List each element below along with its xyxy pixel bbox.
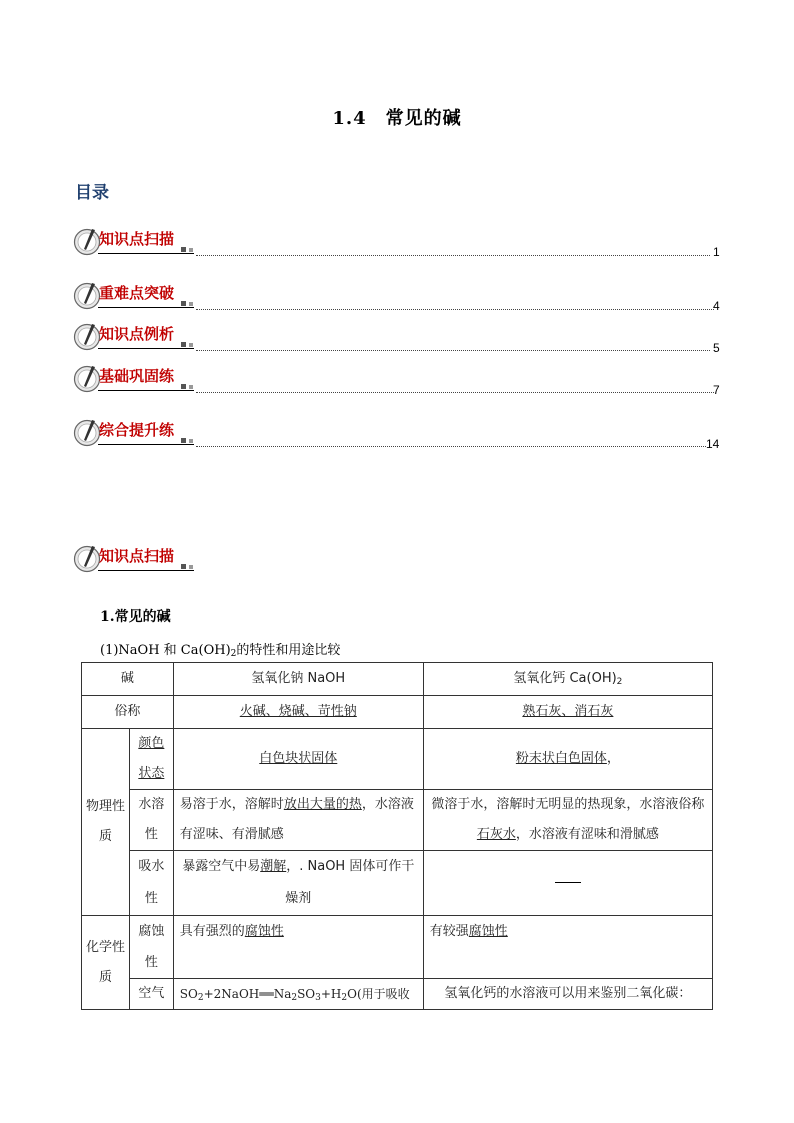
toc-item-label: 知识点例析 [99, 325, 175, 343]
toc-badge-difficult-points[interactable] [72, 280, 196, 312]
section-heading: 1.常见的碱 [100, 609, 171, 625]
table-cell: 火碱、烧碱、苛性钠 [173, 696, 423, 729]
table-cell: 俗称 [82, 696, 174, 729]
table-row [82, 663, 713, 696]
toc-item-label: 基础巩固练 [99, 367, 175, 385]
table-cell: 吸水性 [129, 851, 173, 916]
toc-page-number: 5 [713, 341, 720, 355]
table-cell: 水溶性 [129, 790, 173, 851]
table-cell: 氢氧化钙 $Ca(OH)_2$ [423, 663, 712, 696]
toc-page-number: 14 [706, 437, 720, 451]
table-row [82, 790, 713, 851]
table-cell: 暴露空气中易潮解，. NaOH 固体可作干燥剂 [173, 851, 423, 916]
table-cell: 熟石灰、消石灰 [423, 696, 712, 729]
toc-page-number: 7 [713, 383, 720, 397]
table-cell: 碱 [82, 663, 174, 696]
empty-dash [555, 882, 581, 883]
toc-leader [196, 350, 710, 351]
table-cell: 空气 [129, 979, 173, 1010]
table-cell: 氢氧化钠 NaOH [173, 663, 423, 696]
toc-leader [196, 255, 710, 256]
table-row [82, 729, 713, 790]
section-subheading: (1)NaOH 和 $Ca(OH)_2$的特性和用途比较 [100, 643, 341, 659]
table-cell: 易溶于水，溶解时放出大量的热，水溶液有涩味、有滑腻感 [173, 790, 423, 851]
table-cell: 颜色 状态 [129, 729, 173, 790]
toc-leader [196, 309, 714, 310]
toc-leader [196, 392, 714, 393]
table-cell: 有较强腐蚀性 [423, 916, 712, 979]
table-cell: 物理性质 [82, 729, 130, 916]
table-cell: 腐蚀性 [129, 916, 173, 979]
table-cell: 具有强烈的腐蚀性 [173, 916, 423, 979]
table-row [82, 916, 713, 979]
table-cell: 微溶于水，溶解时无明显的热现象，水溶液俗称石灰水，水溶液有涩味和滑腻感 [423, 790, 712, 851]
section-badge-label: 知识点扫描 [99, 547, 175, 565]
table-cell: $SO_2+2NaOH══Na_2SO_3+H_2O$(用于吸收 [173, 979, 423, 1010]
toc-badge-basic-practice[interactable] [72, 363, 196, 395]
table-row [82, 696, 713, 729]
table-row [82, 851, 713, 916]
toc-badge-knowledge-scan[interactable] [72, 226, 196, 258]
table-cell: 粉末状白色固体， [423, 729, 712, 790]
toc-item-label: 综合提升练 [99, 421, 175, 439]
comparison-table [81, 662, 713, 1010]
toc-badge-examples[interactable] [72, 321, 196, 353]
toc-item-label: 重难点突破 [99, 284, 175, 302]
table-cell: 白色块状固体 [173, 729, 423, 790]
toc-heading: 目录 [75, 183, 109, 203]
page-title: 1.4 常见的碱 [332, 108, 462, 129]
table-cell: 氢氧化钙的水溶液可以用来鉴别二氧化碳： [423, 979, 712, 1010]
toc-leader [196, 446, 706, 447]
section-badge [72, 543, 196, 575]
table-row [82, 979, 713, 1010]
toc-page-number: 4 [713, 299, 720, 313]
toc-page-number: 1 [713, 245, 720, 259]
table-cell [423, 851, 712, 916]
toc-item-label: 知识点扫描 [99, 230, 175, 248]
toc-badge-comprehensive-practice[interactable] [72, 417, 196, 449]
table-cell: 化学性质 [82, 916, 130, 1010]
